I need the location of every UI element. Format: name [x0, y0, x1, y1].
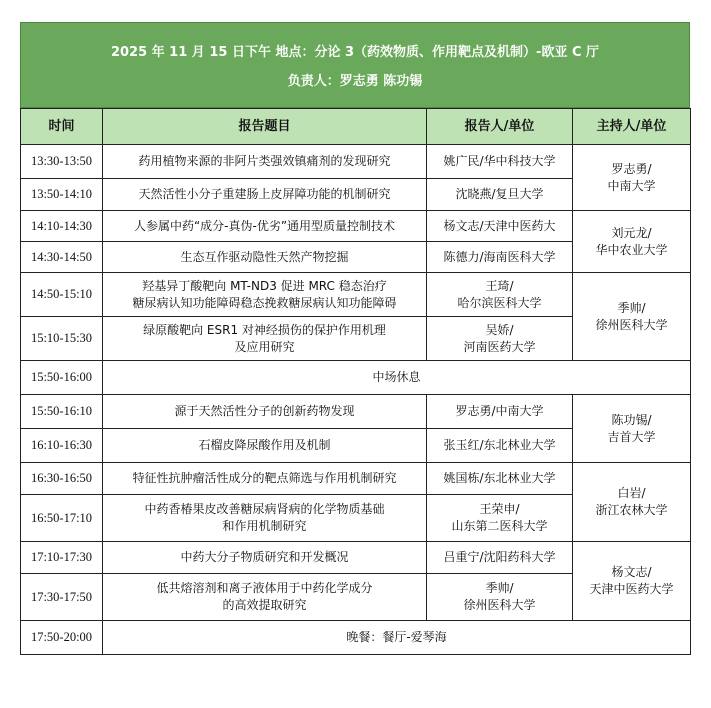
column-header-host: 主持人/单位	[573, 109, 691, 145]
time-cell: 17:10-17:30	[21, 542, 103, 574]
speaker-cell: 王琦/ 哈尔滨医科大学	[427, 273, 573, 317]
time-cell: 15:50-16:10	[21, 395, 103, 429]
speaker-cell: 陈德力/海南医科大学	[427, 242, 573, 273]
session-info: 2025 年 11 月 15 日下午 地点：分论 3（药效物质、作用靶点及机制）-欧亚 C 厅	[110, 45, 600, 60]
title-cell: 中药香椿果皮改善糖尿病肾病的化学物质基础 和作用机制研究	[103, 495, 427, 542]
time-cell: 15:10-15:30	[21, 317, 103, 361]
time-cell: 15:50-16:00	[21, 361, 103, 395]
speaker-cell: 张玉红/东北林业大学	[427, 429, 573, 463]
column-header-speaker: 报告人/单位	[427, 109, 573, 145]
speaker-cell: 吕重宁/沈阳药科大学	[427, 542, 573, 574]
column-header-time: 时间	[21, 109, 103, 145]
session-organizers: 负责人：罗志勇 陈功锡	[287, 74, 423, 89]
speaker-cell: 杨文志/天津中医药大	[427, 211, 573, 242]
title-cell: 药用植物来源的非阿片类强效镇痛剂的发现研究	[103, 145, 427, 179]
time-cell: 13:50-14:10	[21, 179, 103, 211]
speaker-cell: 王荣申/ 山东第二医科大学	[427, 495, 573, 542]
time-cell: 14:10-14:30	[21, 211, 103, 242]
title-cell: 石榴皮降尿酸作用及机制	[103, 429, 427, 463]
title-cell: 人参属中药“成分-真伪-优劣”通用型质量控制技术	[103, 211, 427, 242]
host-cell: 白岩/ 浙江农林大学	[573, 463, 691, 542]
title-cell: 低共熔溶剂和离子液体用于中药化学成分 的高效提取研究	[103, 574, 427, 621]
table-row	[21, 542, 691, 574]
host-cell: 杨文志/ 天津中医药大学	[573, 542, 691, 621]
break-cell: 中场休息	[103, 361, 691, 395]
table-row	[21, 211, 691, 242]
session-banner	[20, 22, 690, 108]
time-cell: 13:30-13:50	[21, 145, 103, 179]
title-cell: 中药大分子物质研究和开发概况	[103, 542, 427, 574]
speaker-cell: 沈晓燕/复旦大学	[427, 179, 573, 211]
time-cell: 16:30-16:50	[21, 463, 103, 495]
title-cell: 生态互作驱动隐性天然产物挖掘	[103, 242, 427, 273]
table-row	[21, 463, 691, 495]
speaker-cell: 罗志勇/中南大学	[427, 395, 573, 429]
time-cell: 17:50-20:00	[21, 621, 103, 655]
table-row	[21, 145, 691, 179]
host-cell: 刘元龙/ 华中农业大学	[573, 211, 691, 273]
speaker-cell: 季帅/ 徐州医科大学	[427, 574, 573, 621]
table-row	[21, 273, 691, 317]
time-cell: 14:50-15:10	[21, 273, 103, 317]
speaker-cell: 吴娇/ 河南医药大学	[427, 317, 573, 361]
speaker-cell: 姚广民/华中科技大学	[427, 145, 573, 179]
schedule-table	[20, 108, 691, 655]
host-cell: 陈功锡/ 吉首大学	[573, 395, 691, 463]
host-cell: 罗志勇/ 中南大学	[573, 145, 691, 211]
time-cell: 16:10-16:30	[21, 429, 103, 463]
title-cell: 源于天然活性分子的创新药物发现	[103, 395, 427, 429]
break-row	[21, 361, 691, 395]
title-cell: 绿原酸靶向 ESR1 对神经损伤的保护作用机理 及应用研究	[103, 317, 427, 361]
break-row	[21, 621, 691, 655]
dinner-cell: 晚餐：餐厅-爱琴海	[103, 621, 691, 655]
title-cell: 羟基异丁酸靶向 MT-ND3 促进 MRC 稳态治疗 糖尿病认知功能障碍稳态挽救糖尿病认知功能障碍	[103, 273, 427, 317]
time-cell: 16:50-17:10	[21, 495, 103, 542]
table-header-row	[21, 109, 691, 145]
column-header-title: 报告题目	[103, 109, 427, 145]
host-cell: 季帅/ 徐州医科大学	[573, 273, 691, 361]
table-row	[21, 395, 691, 429]
speaker-cell: 姚国栋/东北林业大学	[427, 463, 573, 495]
time-cell: 17:30-17:50	[21, 574, 103, 621]
title-cell: 天然活性小分子重建肠上皮屏障功能的机制研究	[103, 179, 427, 211]
schedule-document	[20, 22, 690, 655]
time-cell: 14:30-14:50	[21, 242, 103, 273]
title-cell: 特征性抗肿瘤活性成分的靶点筛选与作用机制研究	[103, 463, 427, 495]
